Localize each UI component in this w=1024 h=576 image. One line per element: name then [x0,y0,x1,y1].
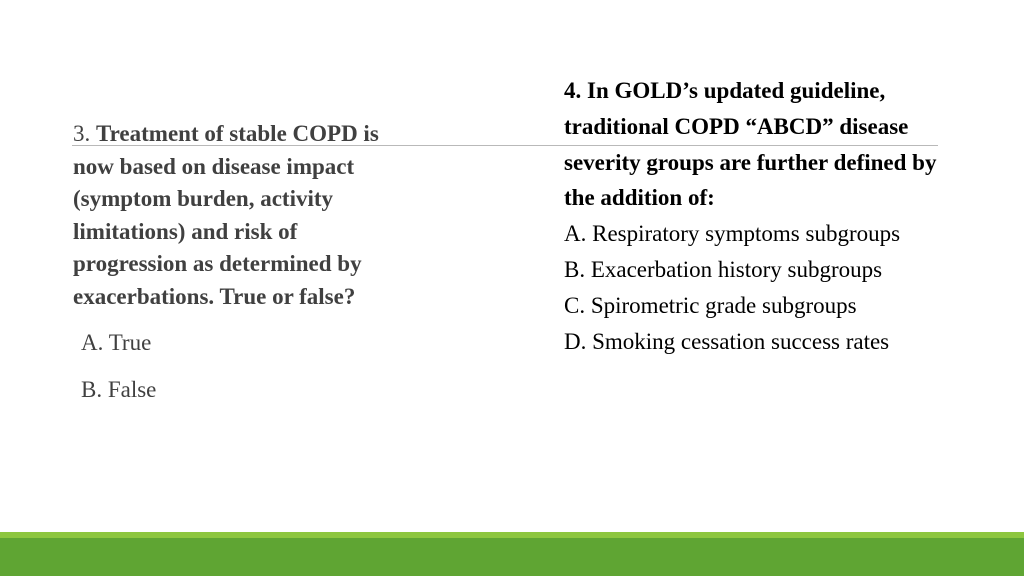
footer-band [0,538,1024,576]
question-4-option-b: B. Exacerbation history subgroups [564,256,883,282]
question-4-option-c: C. Spirometric grade subgroups [564,292,857,318]
question-4-option-a: A. Respiratory symptoms subgroups [564,221,901,247]
question-3-option-b: B. False [81,376,157,402]
question-4 [564,73,944,359]
question-3-number: 3. [73,121,96,146]
question-3-text: Treatment of stable COPD is now based on disease impact (symptom burden, activity limitations) and risk of progression as determined by exacerbations. True or false? [73,121,379,309]
question-3-option-a: A. True [81,330,152,355]
question-3-stem [73,118,413,313]
question-3 [73,118,413,406]
question-4-option-d: D. Smoking cessation success rates [564,328,890,354]
question-4-text: 4. In GOLD’s updated guideline, traditional COPD “ABCD” disease severity groups are further defined by the addition of: [564,78,937,211]
